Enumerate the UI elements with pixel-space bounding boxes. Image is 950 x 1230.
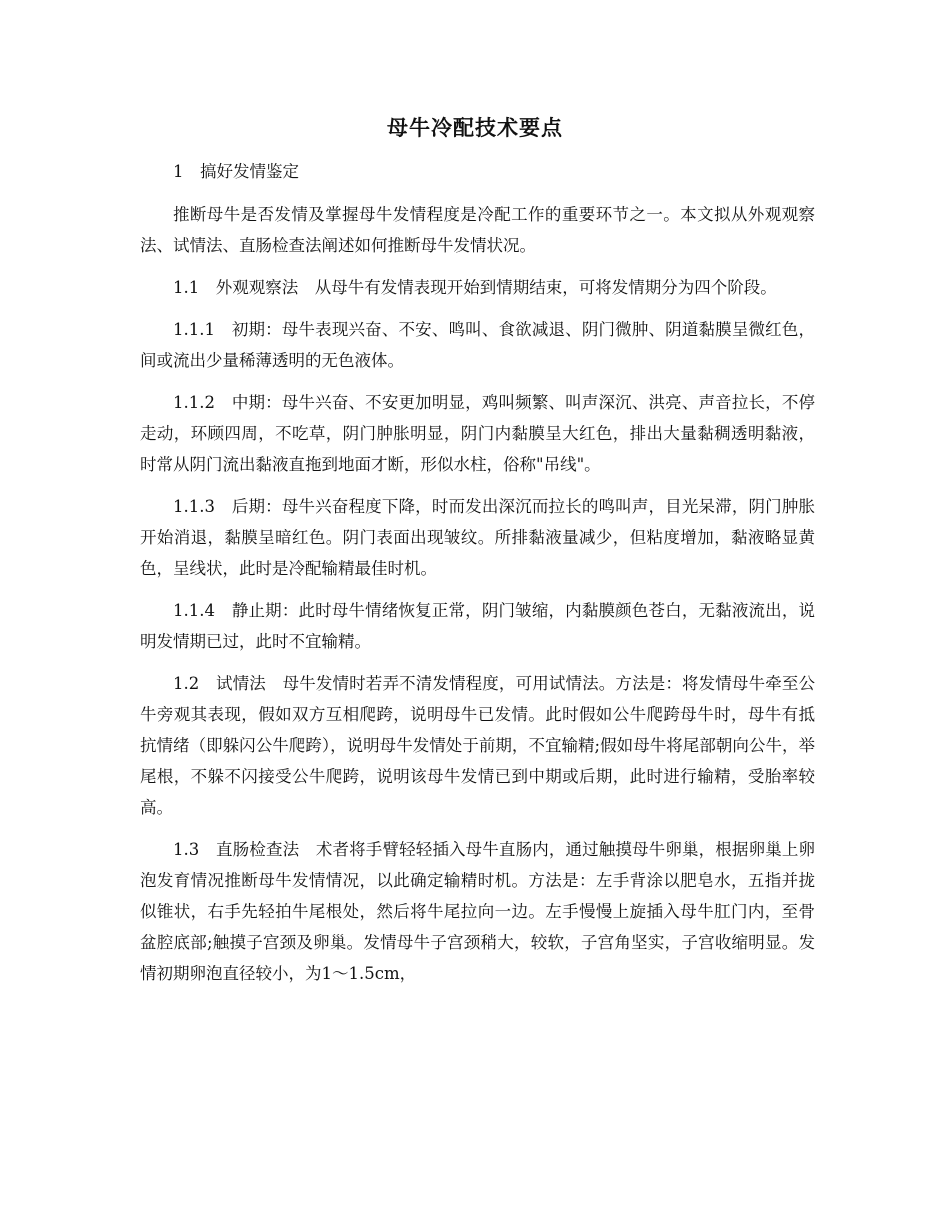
paragraph-1-1-3: 1.1.3 后期：母牛兴奋程度下降，时而发出深沉而拉长的鸣叫声，目光呆滞，阴门肿胀开始消退，黏膜呈暗红色。阴门表面出现皱纹。所排黏液量减少，但粘度增加，黏液略显黄色，呈线状，此时是冷配输精最佳时机。 bbox=[140, 497, 815, 578]
paragraph-1-3: 1.3 直肠检查法 术者将手臂轻轻插入母牛直肠内，通过触摸母牛卵巢，根据卵巢上卵泡发育情况推断母牛发情情况，以此确定输精时机。方法是：左手背涂以肥皂水，五指并拢似锥状，右手先轻拍牛尾根处，然后将牛尾拉向一边。左手慢慢上旋插入母牛肛门内，至骨盆腔底部;触摸子宫颈及卵巢。发情母牛子宫颈稍大，较软，子宫角坚实，子宫收缩明显。发情初期卵泡直径较小，为1～1.5cm， bbox=[140, 840, 815, 983]
document-title: 母牛冷配技术要点 bbox=[387, 115, 563, 140]
paragraph-intro: 推断母牛是否发情及掌握母牛发情程度是冷配工作的重要环节之一。本文拟从外观观察法、试情法、直肠检查法阐述如何推断母牛发情状况。 bbox=[140, 205, 815, 255]
section-heading-1: 1 搞好发情鉴定 bbox=[173, 162, 299, 181]
paragraph-1-1-1: 1.1.1 初期：母牛表现兴奋、不安、鸣叫、食欲减退、阴门微肿、阴道黏膜呈微红色，间或流出少量稀薄透明的无色液体。 bbox=[140, 320, 815, 370]
paragraph-1-1: 1.1 外观观察法 从母牛有发情表现开始到情期结束，可将发情期分为四个阶段。 bbox=[173, 278, 777, 297]
paragraph-1-1-4: 1.1.4 静止期：此时母牛情绪恢复正常，阴门皱缩，内黏膜颜色苍白，无黏液流出，说明发情期已过，此时不宜输精。 bbox=[140, 601, 815, 651]
paragraph-1-1-2: 1.1.2 中期：母牛兴奋、不安更加明显，鸡叫频繁、叫声深沉、洪亮、声音拉长，不停走动，环顾四周，不吃草，阴门肿胀明显，阴门内黏膜呈大红色，排出大量黏稠透明黏液，时常从阴门流出黏液直拖到地面才断，形似水柱，俗称"吊线"。 bbox=[140, 393, 815, 474]
paragraph-1-2: 1.2 试情法 母牛发情时若弄不清发情程度，可用试情法。方法是：将发情母牛牵至公牛旁观其表现，假如双方互相爬跨，说明母牛已发情。此时假如公牛爬跨母牛时，母牛有抵抗情绪（即躲闪公牛爬跨），说明母牛发情处于前期，不宜输精;假如母牛将尾部朝向公牛，举尾根，不躲不闪接受公牛爬跨，说明该母牛发情已到中期或后期，此时进行输精，受胎率较高。 bbox=[140, 674, 815, 817]
document-body bbox=[140, 156, 815, 1000]
